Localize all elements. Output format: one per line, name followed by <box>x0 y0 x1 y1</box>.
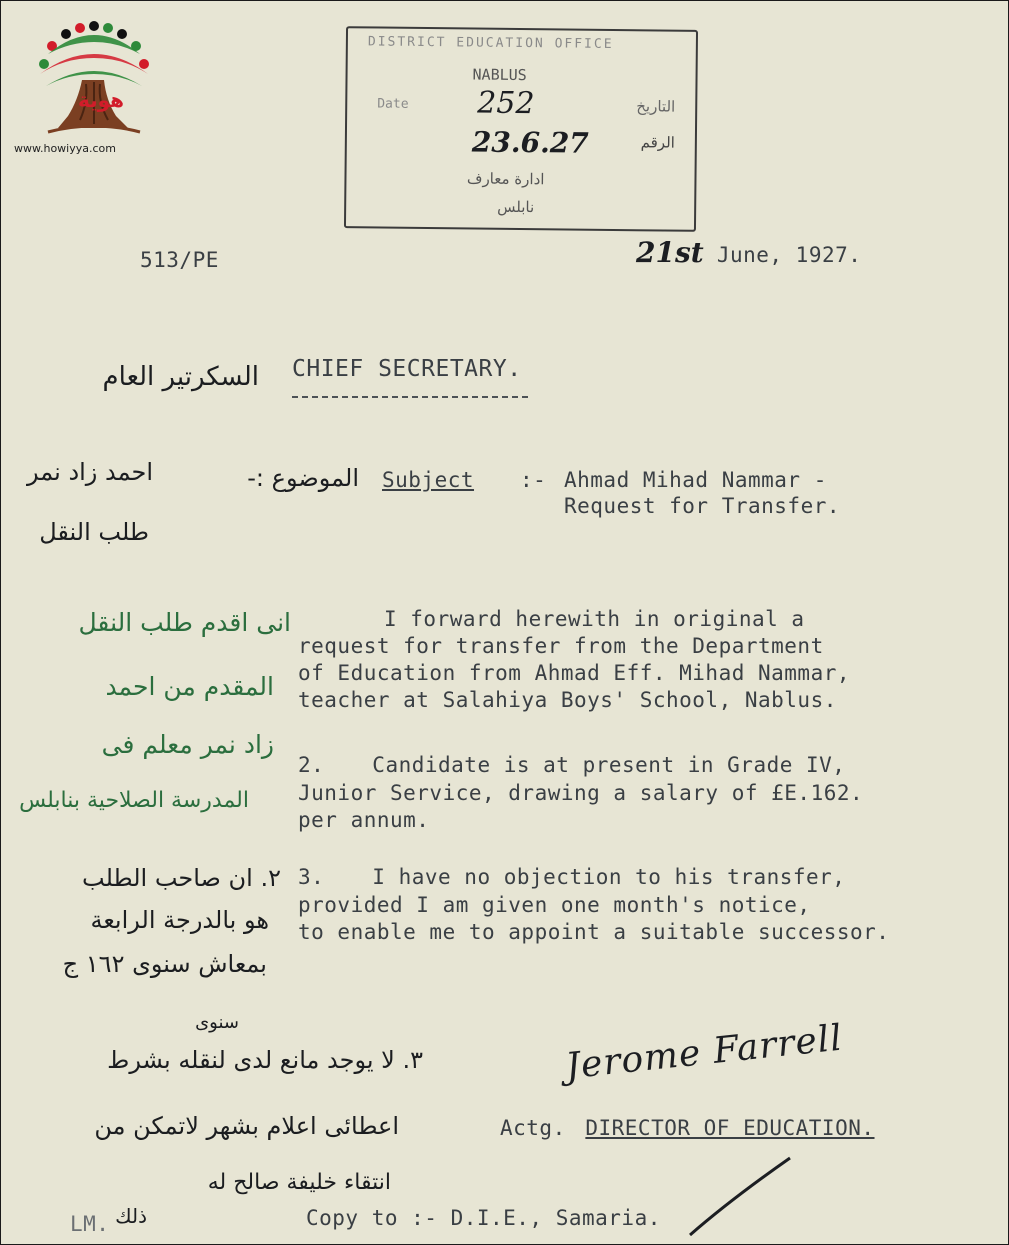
date-rest: June, 1927. <box>703 243 862 267</box>
paragraph-1-line: teacher at Salahiya Boys' School, Nablus. <box>298 688 837 712</box>
subject-label-arabic: الموضوع :- <box>247 464 359 492</box>
stamp-city: NABLUS <box>472 65 527 85</box>
signature-title-prefix: Actg. <box>500 1116 566 1140</box>
office-stamp <box>344 26 698 232</box>
arabic-margin-line: ٣. لا یوجد مانع لدی لنقله بشرط <box>107 1046 423 1074</box>
howiyya-logo[interactable] <box>28 20 158 160</box>
paragraph-2-line: per annum. <box>298 808 430 832</box>
subject-separator: :- <box>520 468 547 492</box>
arabic-margin-line: المقدم من احمد <box>105 672 274 701</box>
arabic-margin-line: زاد نمر معلم فی <box>101 730 274 759</box>
arabic-margin-line: المدرسة الصلاحیة بنابلس <box>19 788 249 813</box>
subject-label: Subject <box>382 468 475 492</box>
arabic-margin-line: سنوی <box>195 1012 239 1033</box>
date-day-handwritten: 21st <box>636 236 704 269</box>
copy-to: Copy to :- D.I.E., Samaria. <box>306 1206 661 1230</box>
signature-handwritten: Jerome Farrell <box>563 1017 845 1088</box>
subject-line2: Request for Transfer. <box>564 494 841 518</box>
arabic-margin-line: انی اقدم طلب النقل <box>78 608 291 637</box>
paragraph-2 <box>298 752 863 834</box>
stamp-ar-date-label: التاريخ <box>636 97 676 116</box>
arabic-margin-line: اعطائی اعلام بشهر لاتمکن من <box>94 1112 399 1140</box>
logo-url-link[interactable]: www.howiyya.com <box>14 142 116 155</box>
paragraph-2-number: 2. <box>298 753 325 777</box>
paragraph-3-line: to enable me to appoint a suitable successor. <box>298 920 890 944</box>
paragraph-3-number: 3. <box>298 865 325 889</box>
paragraph-3-line: I have no objection to his transfer, <box>372 865 846 889</box>
signature-title: DIRECTOR OF EDUCATION. <box>585 1116 875 1140</box>
stamp-number: 252 <box>477 85 535 122</box>
arabic-margin-line: هو بالدرجة الرابعة <box>90 906 269 934</box>
subject-line1: Ahmad Mihad Nammar - <box>564 468 827 492</box>
addressee: CHIEF SECRETARY. <box>292 356 522 382</box>
signature-title-block <box>500 1116 875 1140</box>
stamp-title: DISTRICT EDUCATION OFFICE <box>367 34 614 52</box>
subject-line1-arabic: احمد زاد نمر <box>27 458 153 486</box>
arabic-margin-line: ذلك <box>115 1204 147 1228</box>
arabic-margin-line: انتقاء خلیفة صالح له <box>207 1170 391 1195</box>
paragraph-1-line: I forward herewith in original a <box>384 607 805 631</box>
addressee-arabic: السكرتير العام <box>102 362 259 392</box>
paragraph-1 <box>298 606 850 714</box>
paragraph-3-line: provided I am given one month's notice, <box>298 893 811 917</box>
paragraph-2-line: Candidate is at present in Grade IV, <box>372 753 846 777</box>
stamp-ar-number-label: الرقم <box>640 133 675 152</box>
paragraph-1-line: of Education from Ahmad Eff. Mihad Nammar, <box>298 661 851 685</box>
tree-logo-icon <box>28 20 158 140</box>
subject-line2-arabic: طلب النقل <box>39 518 149 546</box>
letter-date <box>636 236 861 269</box>
arabic-margin-line: بمعاش سنوی ١٦٢ ج <box>62 950 267 978</box>
paragraph-1-line: request for transfer from the Department <box>298 634 824 658</box>
addressee-underline <box>292 396 528 398</box>
stamp-ar-office: ادارة معارف <box>466 169 545 189</box>
stamp-ar-city: نابلس <box>497 197 535 217</box>
pen-stroke-mark <box>680 1150 800 1240</box>
arabic-margin-line: ٢. ان صاحب الطلب <box>82 864 281 892</box>
reference-number: 513/PE <box>140 248 219 272</box>
typist-initials: LM. <box>70 1212 110 1236</box>
logo-brand-text: هوية <box>78 88 125 112</box>
paragraph-2-line: Junior Service, drawing a salary of £E.162. <box>298 781 864 805</box>
paragraph-3 <box>298 864 889 946</box>
stamp-date-label: Date <box>377 96 409 112</box>
stamp-date: 23.6.27 <box>471 125 589 160</box>
